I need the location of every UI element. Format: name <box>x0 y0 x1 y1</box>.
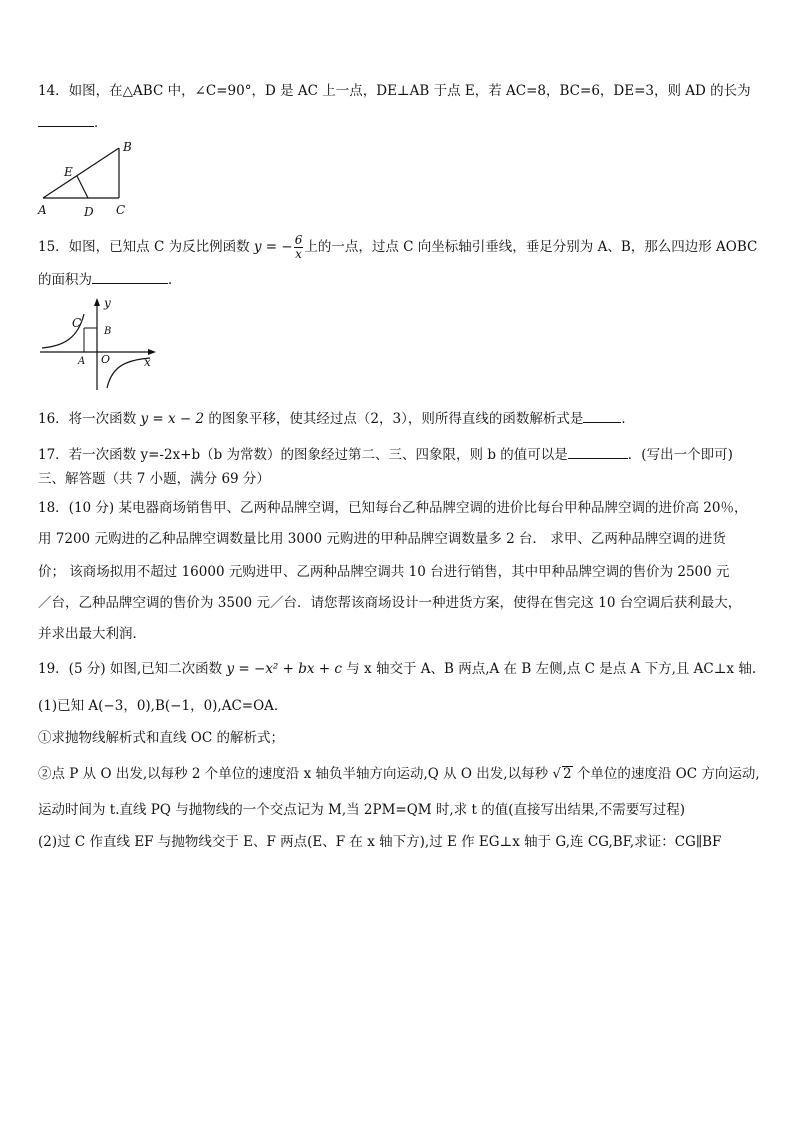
q19-sqrt: √ 2 <box>552 766 572 782</box>
q15-label-x: x <box>144 355 151 369</box>
q15-label-y: y <box>104 296 111 310</box>
q18-line2: 用 7200 元购进的乙种品牌空调数量比用 3000 元购进的甲种品牌空调数量多 2 台． 求甲、乙两种品牌空调的进货 <box>38 531 726 547</box>
q14-text: 14．如图，在△ABC 中，∠C=90°，D 是 AC 上一点，DE⊥AB 于点 E，若 AC=8，BC=6，DE=3，则 AD 的长为 <box>38 83 751 99</box>
q15-label-C: C <box>72 316 82 330</box>
q15-label-O: O <box>101 353 111 366</box>
q14-label-C: C <box>116 203 126 217</box>
q17-blank[interactable] <box>568 446 628 459</box>
q15-blank[interactable] <box>92 271 168 284</box>
q14-triangle-figure <box>34 138 144 220</box>
q15-line1: 15．如图，已知点 C 为反比例函数 y = − $\frac{6}{x}$ 上的一点，过点 C 向坐标轴引垂线，垂足分别为 A、B，那么四边形 AOBC <box>38 233 758 261</box>
q18-line1: 18．(10 分) 某电器商场销售甲、乙两种品牌空调，已知每台乙种品牌空调的进价比每台甲种品牌空调的进价高 20％， <box>38 500 748 516</box>
section-3-heading: 三、解答题（共 7 小题，满分 69 分） <box>38 471 270 487</box>
q18-line4: ／台，乙种品牌空调的售价为 3500 元／台．请您帮该商场设计一种进货方案，使得在售完这 10 台空调后获利最大， <box>38 595 742 611</box>
q19-line4: ②点 P 从 O 出发,以每秒 2 个单位的速度沿 x 轴负半轴方向运动,Q 从 O 出发,以每秒 √ 2 个单位的速度沿 OC 方向运动, <box>38 766 760 782</box>
q18-line5: 并求出最大利润． <box>38 626 146 642</box>
q19-line1: 19．(5 分) 如图,已知二次函数 y = −x² + bx + c 与 x 轴交于 A、B 两点,A 在 B 左侧,点 C 是点 A 下方,且 AC⊥x 轴. <box>38 661 757 677</box>
q15-hyperbola-figure <box>34 294 164 394</box>
q18-line3: 价； 该商场拟用不超过 16000 元购进甲、乙两种品牌空调共 10 台进行销售，其中甲种品牌空调的售价为 2500 元 <box>38 564 730 580</box>
q19-line3: ①求抛物线解析式和直线 OC 的解析式； <box>38 730 284 746</box>
q19-line2: (1)已知 A(−3，0),B(−1，0),AC=OA． <box>38 698 288 714</box>
q19-line5: 运动时间为 t.直线 PQ 与抛物线的一个交点记为 M,当 2PM=QM 时,求 t 的值(直接写出结果,不需要写过程) <box>38 802 686 818</box>
q14-label-D: D <box>84 205 94 219</box>
q15-line2: 的面积为 ． <box>38 272 182 288</box>
q16-blank[interactable] <box>583 410 621 423</box>
q14-label-B: B <box>123 140 132 154</box>
q15-label-A: A <box>78 356 86 367</box>
q16-function: y = x − 2 <box>140 411 205 427</box>
q14-label-A: A <box>38 203 47 217</box>
q19-function: y = −x² + bx + c <box>226 661 342 677</box>
q15-function: y = − <box>253 239 293 255</box>
q14-blank[interactable] <box>38 114 94 127</box>
q14-answer-line: ． <box>38 114 108 132</box>
q19-line6: (2)过 C 作直线 EF 与抛物线交于 E、F 两点(E、F 在 x 轴下方),过 E 作 EG⊥x 轴于 G,连 CG,BF,求证：CG∥BF <box>38 834 722 850</box>
q16-text: 16．将一次函数 y = x − 2 的图象平移，使其经过点（2，3），则所得直线的函数解析式是 ． <box>38 411 635 427</box>
q14-label-E: E <box>64 165 73 179</box>
q15-fraction: $\frac{6}{x}$ <box>294 233 303 261</box>
q17-text: 17．若一次函数 y=-2x+b（b 为常数）的图象经过第二、三、四象限，则 b 的值可以是 ．(写出一个即可) <box>38 447 733 463</box>
q15-label-B: B <box>104 326 112 337</box>
